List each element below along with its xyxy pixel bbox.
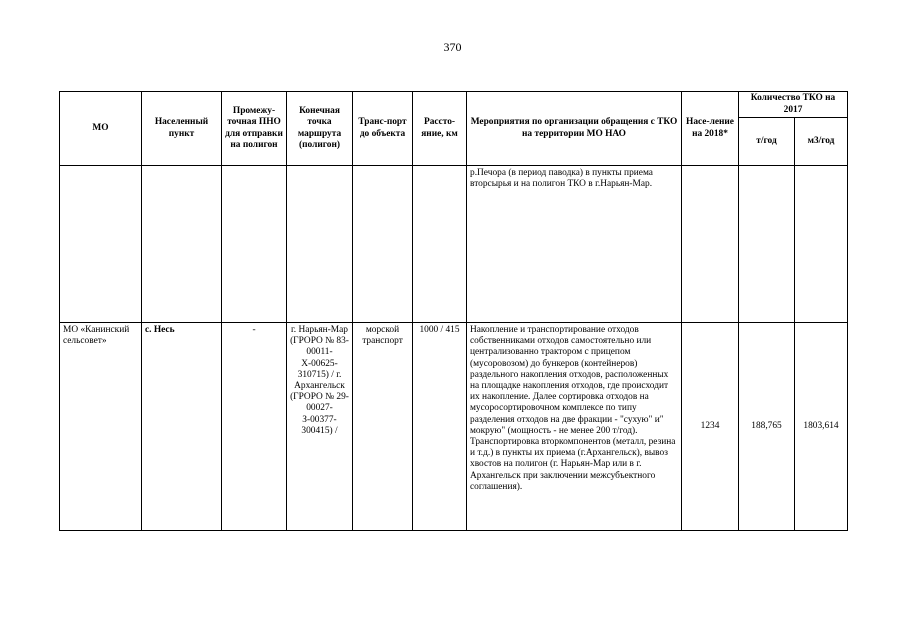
cell-tko-year: 188,765	[739, 323, 795, 531]
cell-population	[682, 166, 739, 323]
cell-intermediate	[222, 166, 287, 323]
cell-transport: морской транспорт	[353, 323, 413, 531]
cell-activity: Накопление и транспортирование отходов собственниками отходов самостоятельно или централизованно трактором с прицепом (мусоровозом) до бункеров (контейнеров) раздельного накопления отходов, расположенных на площадке накопления отходов, где происходит их накопление. Далее сортировка отходов на мусоросортировочном комплексе по типу разделения отходов на две фракции - "сухую" и" мокрую" (мощность - не менее 200 т/год). Транспортировка вторкомпонентов (металл, резина и т.д.) в пункты их приема (г.Архангельск), вывоз хвостов на полигон (г. Нарьян-Мар или в г. Архангельск при заключении межсубъектного соглашения).	[467, 323, 682, 531]
header-mo: МО	[60, 92, 142, 166]
cell-population: 1234	[682, 323, 739, 531]
header-tko-year: т/год	[739, 118, 795, 166]
cell-distance	[413, 166, 467, 323]
table-row	[60, 323, 848, 531]
cell-distance: 1000 / 415	[413, 323, 467, 531]
cell-endpoint: г. Нарьян-Мар (ГРОРО № 83-00011-Х-00625-310715) / г. Архангельск (ГРОРО № 29-00027-З-00377-300415) /	[287, 323, 353, 531]
cell-tko-m3	[795, 166, 848, 323]
header-transport: Транс-порт до объекта	[353, 92, 413, 166]
cell-mo: МО «Канинский сельсовет»	[60, 323, 142, 531]
tko-table	[59, 91, 848, 531]
page-number: 370	[443, 40, 462, 54]
header-endpoint: Конечная точка маршрута (полигон)	[287, 92, 353, 166]
header-intermediate: Промежу-точная ПНО для отправки на полигон	[222, 92, 287, 166]
cell-tko-year	[739, 166, 795, 323]
header-row-1	[60, 92, 848, 118]
header-distance: Рассто-яние, км	[413, 92, 467, 166]
header-activities: Мероприятия по организации обращения с ТКО на территории МО НАО	[467, 92, 682, 166]
header-settlement: Населенный пункт	[142, 92, 222, 166]
cell-transport	[353, 166, 413, 323]
cell-settlement	[142, 166, 222, 323]
cell-tko-m3: 1803,614	[795, 323, 848, 531]
cell-endpoint	[287, 166, 353, 323]
table-row	[60, 166, 848, 323]
header-population: Насе-ление на 2018*	[682, 92, 739, 166]
cell-activity: р.Печора (в период паводка) в пункты приема вторсырья и на полигон ТКО в г.Нарьян-Мар.	[467, 166, 682, 323]
header-tko-m3: м3/год	[795, 118, 848, 166]
cell-mo	[60, 166, 142, 323]
cell-settlement: с. Несь	[142, 323, 222, 531]
cell-intermediate: -	[222, 323, 287, 531]
header-tko-group: Количество ТКО на 2017	[739, 92, 848, 118]
